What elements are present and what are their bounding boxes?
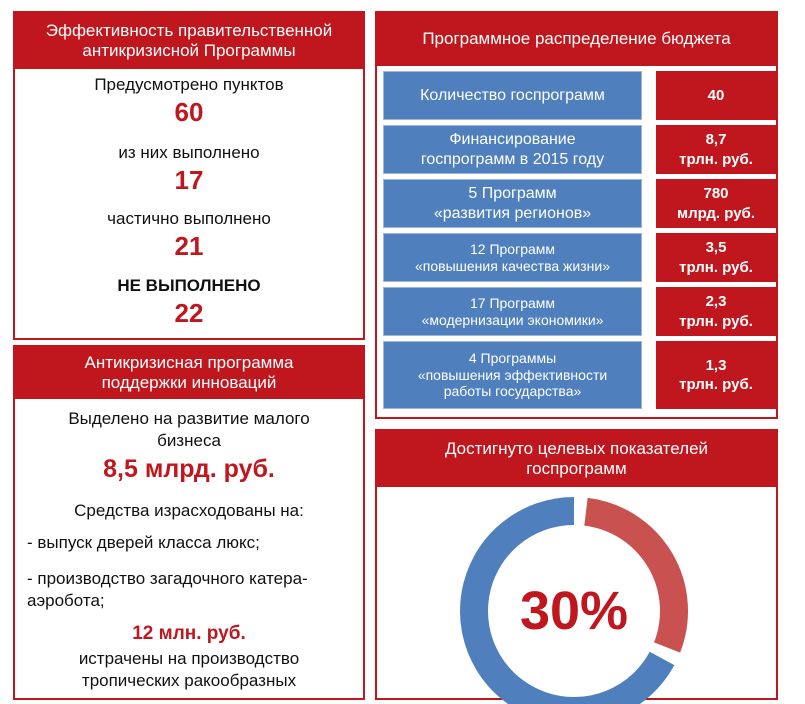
spent-label: Средства израсходованы на: bbox=[74, 501, 304, 520]
row-label-line2: госпрограмм в 2015 году bbox=[420, 150, 605, 168]
budget-row-value bbox=[656, 125, 776, 174]
row-value-line2: млрд. руб. bbox=[676, 204, 755, 222]
row-label-line2: «повышения эффективности bbox=[417, 366, 608, 383]
row-label-line2: «модернизации экономики» bbox=[421, 311, 604, 328]
row-label-line1: Финансирование bbox=[449, 131, 576, 149]
budget-row-value bbox=[656, 71, 776, 120]
row-value-line1: 8,7 bbox=[705, 131, 727, 148]
row-value-line2: трлн. руб. bbox=[679, 258, 753, 276]
row-value-line1: 40 bbox=[707, 86, 725, 104]
budget-row-label bbox=[383, 287, 642, 336]
targets-title-line1: Достигнуто целевых показателей bbox=[444, 438, 709, 458]
budget-row-count bbox=[383, 71, 776, 120]
spent-item-2-line2: аэробота; bbox=[27, 591, 105, 610]
planned-value: 60 bbox=[174, 97, 204, 127]
donut-percent-label: 30% bbox=[519, 581, 629, 641]
budget-row-label bbox=[383, 71, 642, 120]
targets-donut-chart bbox=[439, 489, 709, 704]
innovation-title-line2: поддержки инноваций bbox=[101, 373, 277, 392]
allocated-line2: бизнеса bbox=[157, 431, 221, 450]
budget-row-label bbox=[383, 341, 642, 409]
row-value-line2: трлн. руб. bbox=[679, 376, 753, 393]
row-value-line1: 2,3 bbox=[705, 293, 727, 310]
planned-label: Предусмотрено пунктов bbox=[94, 75, 284, 94]
row-value-line1: 3,5 bbox=[705, 239, 727, 256]
innovation-title-line1: Антикризисная программа bbox=[84, 352, 294, 372]
budget-row-label bbox=[383, 233, 642, 282]
budget-row-economy bbox=[383, 287, 776, 336]
row-value-line1: 1,3 bbox=[705, 356, 727, 374]
targets-panel bbox=[375, 429, 778, 700]
budget-title: Программное распределение бюджета bbox=[422, 29, 731, 49]
budget-row-financing bbox=[383, 125, 776, 174]
extra-line1: истрачены на производство bbox=[78, 649, 300, 668]
row-value-line1: 780 bbox=[703, 185, 729, 202]
extra-value: 12 млн. руб. bbox=[132, 623, 246, 644]
allocated-line1: Выделено на развитие малого bbox=[68, 409, 310, 428]
spent-item-2-line1: - производство загадочного катера- bbox=[27, 569, 308, 588]
row-label-line1: 4 Программы bbox=[468, 349, 557, 366]
effectiveness-title-line2: антикризисной Программы bbox=[82, 41, 296, 60]
row-label-line3: работы государства» bbox=[443, 383, 582, 400]
budget-row-label bbox=[383, 125, 642, 174]
row-label-line1: 5 Программ bbox=[468, 185, 557, 203]
budget-row-quality bbox=[383, 233, 776, 282]
budget-header bbox=[377, 13, 776, 66]
budget-row-value bbox=[656, 233, 776, 282]
failed-value: 22 bbox=[174, 298, 204, 328]
spent-item-1: - выпуск дверей класса люкс; bbox=[27, 533, 260, 552]
innovation-panel bbox=[13, 345, 365, 700]
effectiveness-panel bbox=[13, 11, 365, 340]
partial-value: 21 bbox=[174, 231, 204, 261]
innovation-header bbox=[15, 347, 363, 399]
done-label: из них выполнено bbox=[118, 143, 260, 162]
row-label-line1: 12 Программ bbox=[469, 240, 556, 257]
row-value-line2: трлн. руб. bbox=[679, 150, 753, 168]
effectiveness-header bbox=[15, 13, 363, 69]
extra-line2: тропических ракообразных bbox=[81, 671, 297, 690]
budget-row-government bbox=[383, 341, 776, 409]
budget-row-value bbox=[656, 341, 776, 409]
row-label-line2: «повышения качества жизни» bbox=[415, 257, 610, 274]
budget-row-value bbox=[656, 179, 776, 228]
done-value: 17 bbox=[174, 165, 204, 195]
row-label-line2: «развития регионов» bbox=[433, 204, 592, 222]
budget-row-regions bbox=[383, 179, 776, 228]
effectiveness-title-line1: Эффективность правительственной bbox=[45, 20, 333, 40]
budget-row-label bbox=[383, 179, 642, 228]
budget-row-value bbox=[656, 287, 776, 336]
row-label-line1: Количество госпрограмм bbox=[420, 86, 605, 104]
failed-label: НЕ ВЫПОЛНЕНО bbox=[117, 276, 261, 295]
targets-header bbox=[377, 431, 776, 487]
partial-label: частично выполнено bbox=[107, 209, 271, 228]
row-label-line1: 17 Программ bbox=[469, 294, 556, 311]
targets-title-line2: госпрограмм bbox=[526, 459, 627, 478]
row-value-line2: трлн. руб. bbox=[679, 312, 753, 330]
allocated-value: 8,5 млрд. руб. bbox=[103, 455, 275, 483]
